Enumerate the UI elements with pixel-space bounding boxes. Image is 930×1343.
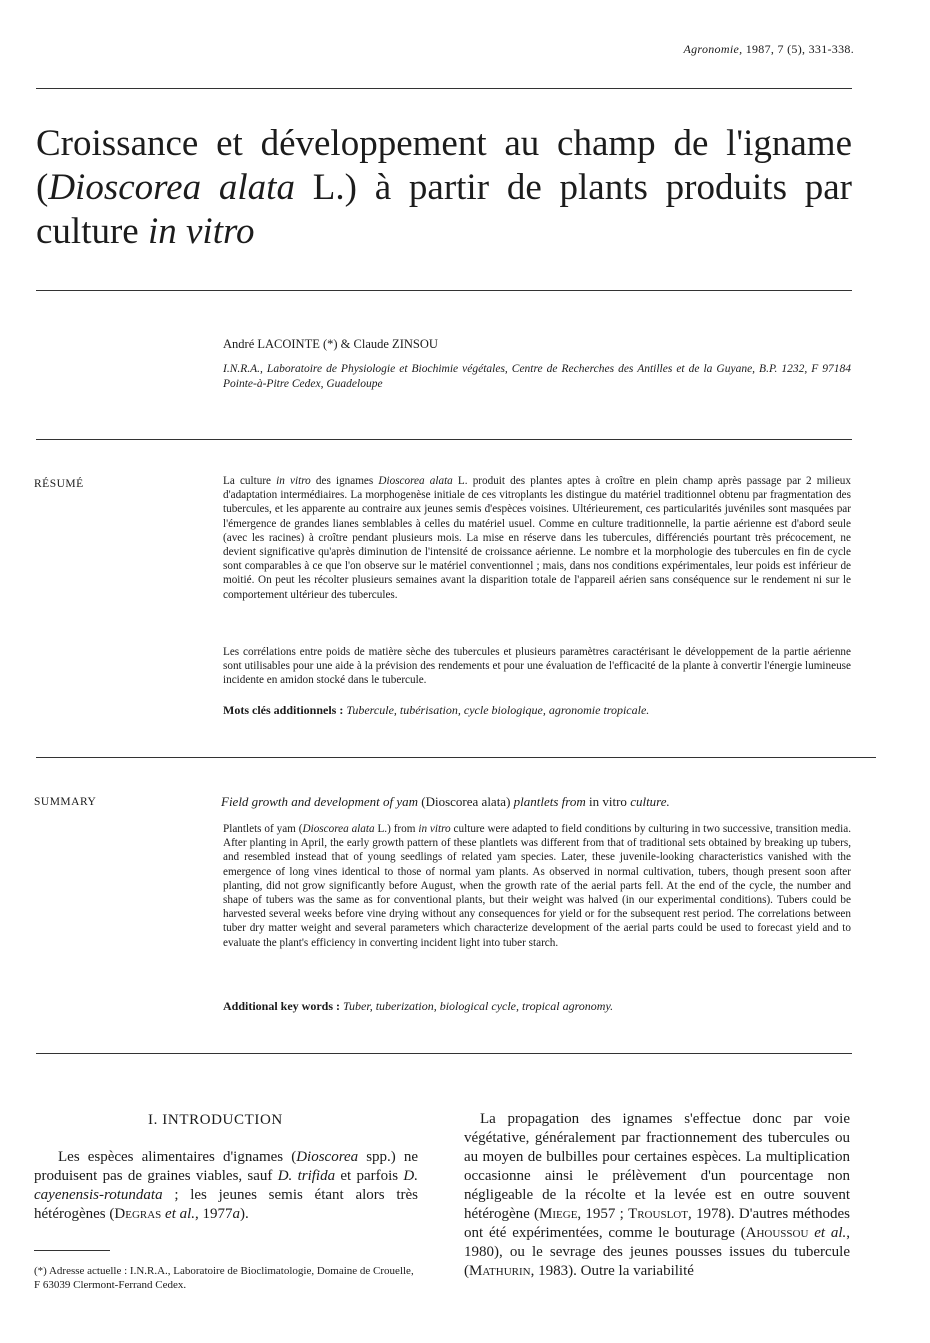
summary-keywords: Additional key words : Tuber, tuberization, biological cycle, tropical agronomy. [223,999,614,1013]
resume-paragraph-2: Les corrélations entre poids de matière sèche des tubercules et plusieurs paramètres caractérisant le développement de la partie aérienne sont utilisables pour une aide à la prévision des rendements et pour une évaluation de l'efficacité de la plante à convertir l'énergie lumineuse incidente en amidon stocké dans le tubercule. [223,646,851,687]
resume-paragraph-1: La culture in vitro des ignames Dioscorea alata L. produit des plantes aptes à croître en plein champ après passage par 2 milieux d'adaptation intermédiaires. La morphogenèse initiale de ces vitroplants les distingue du matériel traditionnel obtenu par fragmentation des tubercules, et les apparente au contraire aux jeunes semis d'espèces voisines. Ultérieurement, ces particularités juvéniles sont masquées par l'émergence de grandes lianes semblables à celles du matériel usuel. Comme en culture traditionnelle, la partie aérienne est d'abord seule (avec les racines) à croître pendant plusieurs mois. La mise en réserve dans les tubercules, différenciés pourtant très précocement, ne devient significative qu'après diminution de l'intensité de croissance aérienne. Le nombre et la morphologie des tubercules en fin de cycle sont comparables à ce que l'on observe sur le matériel conventionnel ; mais, dans nos conditions expérimentales, leur poids est inférieur de moitié. On peut les récolter plusieurs semaines avant la disparition totale de l'appareil aérien sans conséquence sur le rendement ni sur le comportement ultérieur des tubercules. [223,475,851,601]
footnote-rule [34,1250,110,1251]
summary-title: Field growth and development of yam (Dioscorea alata) plantlets from in vitro culture. [221,794,670,809]
resume-keywords: Mots clés additionnels : Tubercule, tubérisation, cycle biologique, agronomie tropicale. [223,703,650,717]
resume-label: RÉSUMÉ [34,478,84,490]
introduction-left-column: Les espèces alimentaires d'ignames (Dioscorea spp.) ne produisent pas de graines viables, sauf D. trifida et parfois D. cayenensis-rotundata ; les jeunes semis étant alors très hétérogènes (Degras et al., 1977a). [34,1149,419,1222]
journal-volume: 1987, 7 (5), 331-338. [745,42,854,56]
affiliation: I.N.R.A., Laboratoire de Physiologie et Biochimie végétales, Centre de Recherches des Antilles et de la Guyane, B.P. 1232, F 97184 Pointe-à-Pitre Cedex, Guadeloupe [223,363,851,390]
title-rule [36,290,852,291]
summary-paragraph: Plantlets of yam (Dioscorea alata L.) from in vitro culture were adapted to field conditions by culturing in two successive, transition media. After planting in April, the early growth pattern of these plantlets was different from that of traditional sets obtained by breaking up tubers, and resembled instead that of young seedlings of related yam species. Later, these juvenile-looking characteristics vanished with the emergence of long vines identical to those of normal yam plants. As observed in normal cultivation, tubers, though present soon after planting, did not grow significantly before August, when the growth rate of the aerial parts fell. At the end of the cycle, the number and shape of tubers was the same as for conventional plants, but their weight was halved (in our experimental conditions). Tubers could be harvested several weeks before vine drying without any consequences for yield or for the subsequent rest period. The correlations between tuber dry matter weight and several parameters which characterize development of the aerial parts could be used to forecast yield and to evaluate the plant's efficiency in converting incident light into tuber starch. [223,823,852,949]
authors-rule [36,439,852,440]
footnote: (*) Adresse actuelle : I.N.R.A., Laboratoire de Bioclimatologie, Domaine de Crouelle, F 63039 Clermont-Ferrand Cedex. [34,1265,414,1291]
summary-label: SUMMARY [34,796,97,808]
summary-rule [36,1053,852,1054]
article-title: Croissance et développement au champ de l'igname (Dioscorea alata L.) à partir de plants produits par culture in vitro [36,123,852,252]
header-rule [36,88,852,89]
authors: André LACOINTE (*) & Claude ZINSOU [223,337,438,351]
introduction-heading: I. INTRODUCTION [148,1112,283,1128]
journal-name: Agronomie, [683,42,743,56]
introduction-right-column: La propagation des ignames s'effectue donc par voie végétative, généralement par fractionnement des tubercules ou au moyen de bulbilles pour certaines espèces. La multiplication occasionne ainsi le prélèvement d'un pourcentage non négligeable de la récolte et la levée est en outre souvent hétérogène (Miege, 1957 ; Trouslot, 1978). D'autres méthodes ont été expérimentées, comme le bouturage (Ahoussou et al., 1980), ou le sevrage des jeunes pousses issues du tubercule (Mathurin, 1983). Outre la variabilité [464,1111,850,1279]
resume-rule [36,757,876,758]
journal-citation [684,42,855,57]
